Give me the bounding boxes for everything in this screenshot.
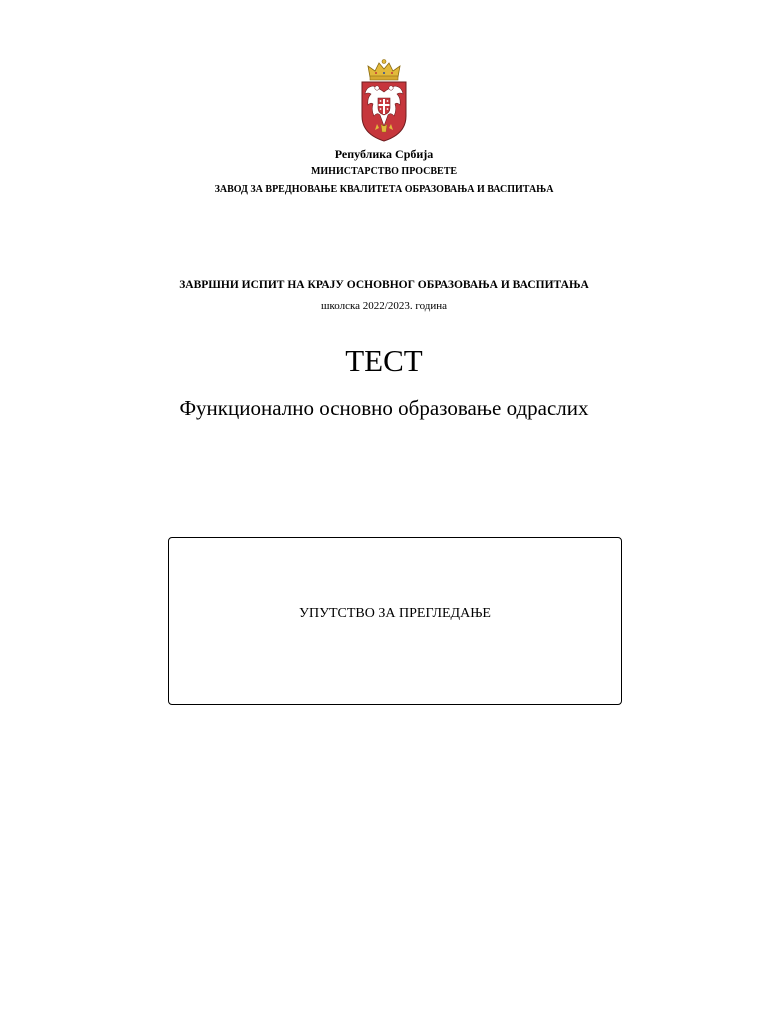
institute-name: ЗАВОД ЗА ВРЕДНОВАЊЕ КВАЛИТЕТА ОБРАЗОВАЊА И ВАСПИТАЊА bbox=[214, 184, 554, 195]
test-title: ТЕСТ bbox=[345, 343, 423, 378]
crown-icon bbox=[368, 60, 400, 81]
test-subtitle: Функционално основно образовање одраслих bbox=[179, 396, 589, 420]
republic-name: Република Србија bbox=[334, 147, 434, 161]
ministry-name: МИНИСТАРСТВО ПРОСВЕТЕ bbox=[310, 166, 458, 177]
exam-title: ЗАВРШНИ ИСПИТ НА КРАЈУ ОСНОВНОГ ОБРАЗОВАЊА И ВАСПИТАЊА bbox=[179, 279, 589, 291]
instructions-box-label: УПУТСТВО ЗА ПРЕГЛЕДАЊЕ bbox=[299, 606, 491, 621]
cross-shield-icon bbox=[378, 98, 390, 115]
instructions-box bbox=[168, 537, 622, 705]
school-year: школска 2022/2023. година bbox=[320, 300, 448, 312]
serbia-coat-of-arms-icon bbox=[359, 58, 409, 142]
